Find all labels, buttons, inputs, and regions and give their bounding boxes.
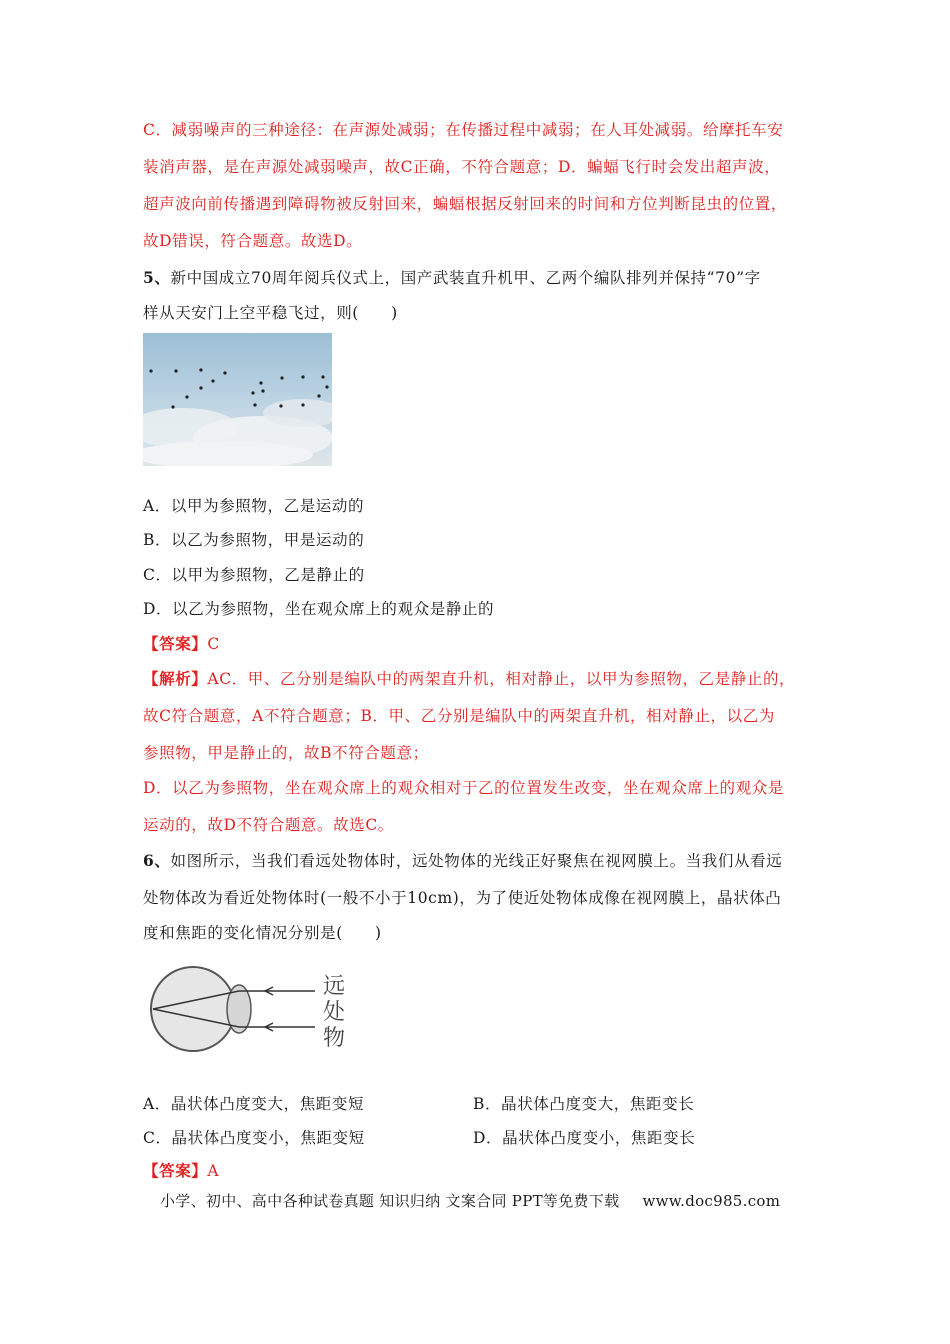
q6-option-c: C．晶状体凸度变小，焦距变短	[143, 1129, 365, 1147]
prev-explanation-line-1: C．减弱噪声的三种途径：在声源处减弱；在传播过程中减弱；在人耳处减弱。给摩托车安	[143, 121, 784, 139]
q6-option-b: B．晶状体凸度变大，焦距变长	[473, 1095, 695, 1113]
q6-stem-text-1: 如图所示，当我们看远处物体时，远处物体的光线正好聚焦在视网膜上。当我们从看远	[170, 852, 783, 870]
prev-explanation-line-2: 装消声器，是在声源处减弱噪声，故C正确，不符合题意；D．蝙蝠飞行时会发出超声波，	[143, 158, 781, 176]
q6-option-a: A．晶状体凸度变大，焦距变短	[143, 1095, 365, 1113]
q5-analysis-line-2: 故C符合题意，A不符合题意；B．甲、乙分别是编队中的两架直升机，相对静止，以乙为	[143, 707, 775, 725]
q5-analysis-tag: 【解析】	[143, 669, 208, 688]
figure-label-3: 物	[323, 1026, 346, 1051]
q6-answer-value: A	[207, 1162, 220, 1180]
figure-label-2: 处	[323, 1000, 346, 1025]
prev-explanation-line-4: 故D错误，符合题意。故选D。	[143, 232, 363, 250]
q5-analysis-line-3: 参照物，甲是静止的，故B不符合题意；	[143, 744, 429, 762]
q5-answer-value: C	[207, 635, 220, 653]
q5-analysis-line-4: D．以乙为参照物，坐在观众席上的观众相对于乙的位置发生改变，坐在观众席上的观众是	[143, 779, 784, 797]
helicopter-formation-photo	[143, 333, 332, 466]
q5-analysis-line-5: 运动的，故D不符合题意。故选C。	[143, 816, 394, 834]
q5-stem-line-2: 样从天安门上空平稳飞过，则( )	[143, 304, 398, 322]
q5-option-d: D．以乙为参照物，坐在观众席上的观众是静止的	[143, 600, 495, 618]
footer-url[interactable]: www.doc985.com	[642, 1192, 781, 1210]
q5-number: 5、	[143, 268, 171, 287]
q5-answer	[143, 634, 811, 654]
eye-diagram	[143, 965, 363, 1055]
figure-label-1: 远	[323, 974, 346, 999]
q5-analysis-line-1	[143, 669, 811, 689]
page-footer	[160, 1190, 780, 1211]
q5-option-c: C．以甲为参照物，乙是静止的	[143, 566, 365, 584]
prev-explanation-line-3: 超声波向前传播遇到障碍物被反射回来，蝙蝠根据反射回来的时间和方位判断昆虫的位置，	[143, 195, 788, 213]
q5-option-a: A．以甲为参照物，乙是运动的	[143, 497, 365, 515]
q5-analysis-text-1: AC．甲、乙分别是编队中的两架直升机，相对静止，以甲为参照物，乙是静止的，	[207, 670, 796, 688]
q6-answer	[143, 1161, 811, 1181]
q5-option-b: B．以乙为参照物，甲是运动的	[143, 531, 365, 549]
q6-stem-line-1	[143, 851, 811, 871]
q5-answer-tag: 【答案】	[143, 634, 208, 653]
q6-stem-line-2: 处物体改为看近处物体时(一般不小于10cm)，为了使近处物体成像在视网膜上，晶状体凸	[143, 889, 782, 907]
footer-text: 小学、初中、高中各种试卷真题 知识归纳 文案合同 PPT等免费下载	[160, 1192, 620, 1210]
q6-number: 6、	[143, 851, 171, 870]
q5-stem-text-1: 新中国成立70周年阅兵仪式上，国产武装直升机甲、乙两个编队排列并保持“70”字	[170, 269, 761, 287]
q6-answer-tag: 【答案】	[143, 1161, 208, 1180]
q6-option-d: D．晶状体凸度变小，焦距变长	[473, 1129, 696, 1147]
q5-stem-line-1	[143, 268, 811, 288]
q6-stem-line-3: 度和焦距的变化情况分别是( )	[143, 924, 382, 942]
